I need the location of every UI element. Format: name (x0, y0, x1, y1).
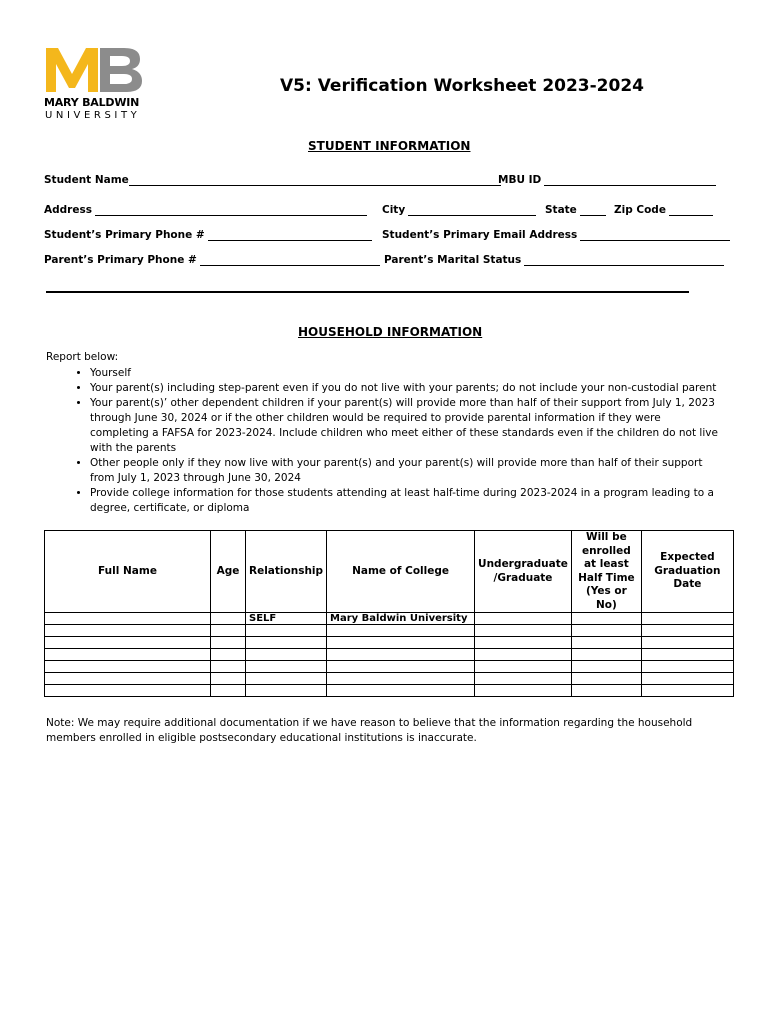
parent-marital-line[interactable] (524, 255, 724, 266)
cell-full-name[interactable] (45, 625, 211, 637)
cell-age[interactable] (211, 685, 246, 697)
cell-college[interactable] (327, 637, 475, 649)
section-divider (46, 291, 689, 293)
cell-age[interactable] (211, 625, 246, 637)
table-row (45, 613, 734, 625)
cell-half-time[interactable] (571, 637, 641, 649)
household-table (44, 530, 734, 697)
cell-relationship[interactable] (246, 685, 327, 697)
cell-grad-date[interactable] (641, 649, 733, 661)
header-age: Age (211, 531, 246, 613)
cell-level[interactable] (475, 661, 572, 673)
cell-grad-date[interactable] (641, 685, 733, 697)
student-email-field[interactable] (382, 229, 730, 241)
header-relationship: Relationship (246, 531, 327, 613)
list-item: • Provide college information for those students attending at least half-time during 2023-2024 in a program leading to a degree, certificate, or diploma (90, 486, 722, 516)
logo-name: MARY BALDWIN (44, 96, 140, 109)
zip-field[interactable] (614, 204, 713, 216)
parent-phone-line[interactable] (200, 255, 380, 266)
parent-marital-label: Parent’s Marital Status (384, 254, 522, 266)
list-item: • Yourself (90, 366, 722, 381)
student-phone-line[interactable] (208, 230, 372, 241)
header-college: Name of College (327, 531, 475, 613)
zip-label: Zip Code (614, 204, 666, 216)
cell-level[interactable] (475, 613, 572, 625)
cell-grad-date[interactable] (641, 637, 733, 649)
cell-half-time[interactable] (571, 673, 641, 685)
documentation-note: Note: We may require additional documentation if we have reason to believe that the information regarding the household members enrolled in eligible postsecondary educational institutions is inaccurate. (46, 717, 693, 744)
state-line[interactable] (580, 205, 606, 216)
page-title: V5: Verification Worksheet 2023-2024 (280, 76, 644, 96)
cell-full-name[interactable] (45, 661, 211, 673)
logo-subtitle: UNIVERSITY (45, 110, 141, 121)
student-info-heading: STUDENT INFORMATION (308, 139, 471, 153)
parent-phone-label: Parent’s Primary Phone # (44, 254, 197, 266)
cell-age[interactable] (211, 661, 246, 673)
student-name-field[interactable] (44, 174, 501, 186)
parent-marital-field[interactable] (384, 254, 724, 266)
city-field[interactable] (382, 204, 536, 216)
cell-grad-date[interactable] (641, 625, 733, 637)
cell-half-time[interactable] (571, 625, 641, 637)
report-below-label: Report below: (46, 351, 119, 363)
cell-level[interactable] (475, 649, 572, 661)
cell-relationship: SELF (246, 613, 327, 625)
header-full-name: Full Name (45, 531, 211, 613)
cell-college[interactable] (327, 673, 475, 685)
student-name-line[interactable] (129, 175, 501, 186)
mbu-id-label: MBU ID (498, 174, 542, 186)
cell-relationship[interactable] (246, 649, 327, 661)
zip-line[interactable] (669, 205, 713, 216)
cell-full-name[interactable] (45, 685, 211, 697)
cell-full-name[interactable] (45, 649, 211, 661)
header-half-time: Will be enrolled at least Half Time (Yes or No) (571, 531, 641, 613)
table-row (45, 637, 734, 649)
state-label: State (545, 204, 577, 216)
address-field[interactable] (44, 204, 367, 216)
cell-relationship[interactable] (246, 637, 327, 649)
cell-age[interactable] (211, 637, 246, 649)
cell-age[interactable] (211, 613, 246, 625)
city-label: City (382, 204, 406, 216)
address-label: Address (44, 204, 92, 216)
student-email-label: Student’s Primary Email Address (382, 229, 578, 241)
cell-half-time[interactable] (571, 649, 641, 661)
student-phone-field[interactable] (44, 229, 372, 241)
cell-grad-date[interactable] (641, 673, 733, 685)
cell-level[interactable] (475, 685, 572, 697)
cell-grad-date[interactable] (641, 613, 733, 625)
table-row (45, 649, 734, 661)
mary-baldwin-logo (44, 44, 144, 134)
cell-level[interactable] (475, 637, 572, 649)
list-item: • Your parent(s)’ other dependent children if your parent(s) will provide more than half of their support from July 1, 2023 through June 30, 2024 or if the other children would be required to provide parental information if they were completing a FAFSA for 2023-2024. Include children who meet either of these standards even if the children do not live with the parents (90, 396, 722, 456)
list-item: • Your parent(s) including step-parent even if you do not live with your parents; do not include your non-custodial parent (90, 381, 722, 396)
cell-half-time[interactable] (571, 613, 641, 625)
state-field[interactable] (545, 204, 606, 216)
household-info-heading: HOUSEHOLD INFORMATION (298, 325, 483, 339)
cell-age[interactable] (211, 649, 246, 661)
cell-college[interactable] (327, 685, 475, 697)
cell-relationship[interactable] (246, 673, 327, 685)
address-line[interactable] (95, 205, 367, 216)
cell-college: Mary Baldwin University (327, 613, 475, 625)
cell-relationship[interactable] (246, 661, 327, 673)
table-row (45, 661, 734, 673)
student-email-line[interactable] (580, 230, 730, 241)
student-phone-label: Student’s Primary Phone # (44, 229, 205, 241)
table-row (45, 673, 734, 685)
cell-college[interactable] (327, 649, 475, 661)
cell-level[interactable] (475, 673, 572, 685)
cell-relationship[interactable] (246, 625, 327, 637)
cell-half-time[interactable] (571, 661, 641, 673)
table-header-row (45, 531, 734, 613)
cell-full-name[interactable] (45, 637, 211, 649)
cell-college[interactable] (327, 625, 475, 637)
table-row (45, 685, 734, 697)
cell-level[interactable] (475, 625, 572, 637)
cell-half-time[interactable] (571, 685, 641, 697)
parent-phone-field[interactable] (44, 254, 380, 266)
mb-monogram-icon (44, 44, 144, 94)
list-item: • Other people only if they now live with your parent(s) and your parent(s) will provide more than half of their support from July 1, 2023 through June 30, 2024 (90, 456, 722, 486)
student-name-label: Student Name (44, 174, 129, 186)
cell-age[interactable] (211, 673, 246, 685)
header-grad-date: Expected Graduation Date (641, 531, 733, 613)
city-line[interactable] (408, 205, 536, 216)
cell-full-name[interactable] (45, 613, 211, 625)
household-instructions-list (62, 366, 722, 516)
cell-full-name[interactable] (45, 673, 211, 685)
mbu-id-field[interactable] (498, 174, 716, 186)
table-row (45, 625, 734, 637)
header-level: Undergraduate /Graduate (475, 531, 572, 613)
cell-grad-date[interactable] (641, 661, 733, 673)
cell-college[interactable] (327, 661, 475, 673)
mbu-id-line[interactable] (544, 175, 716, 186)
